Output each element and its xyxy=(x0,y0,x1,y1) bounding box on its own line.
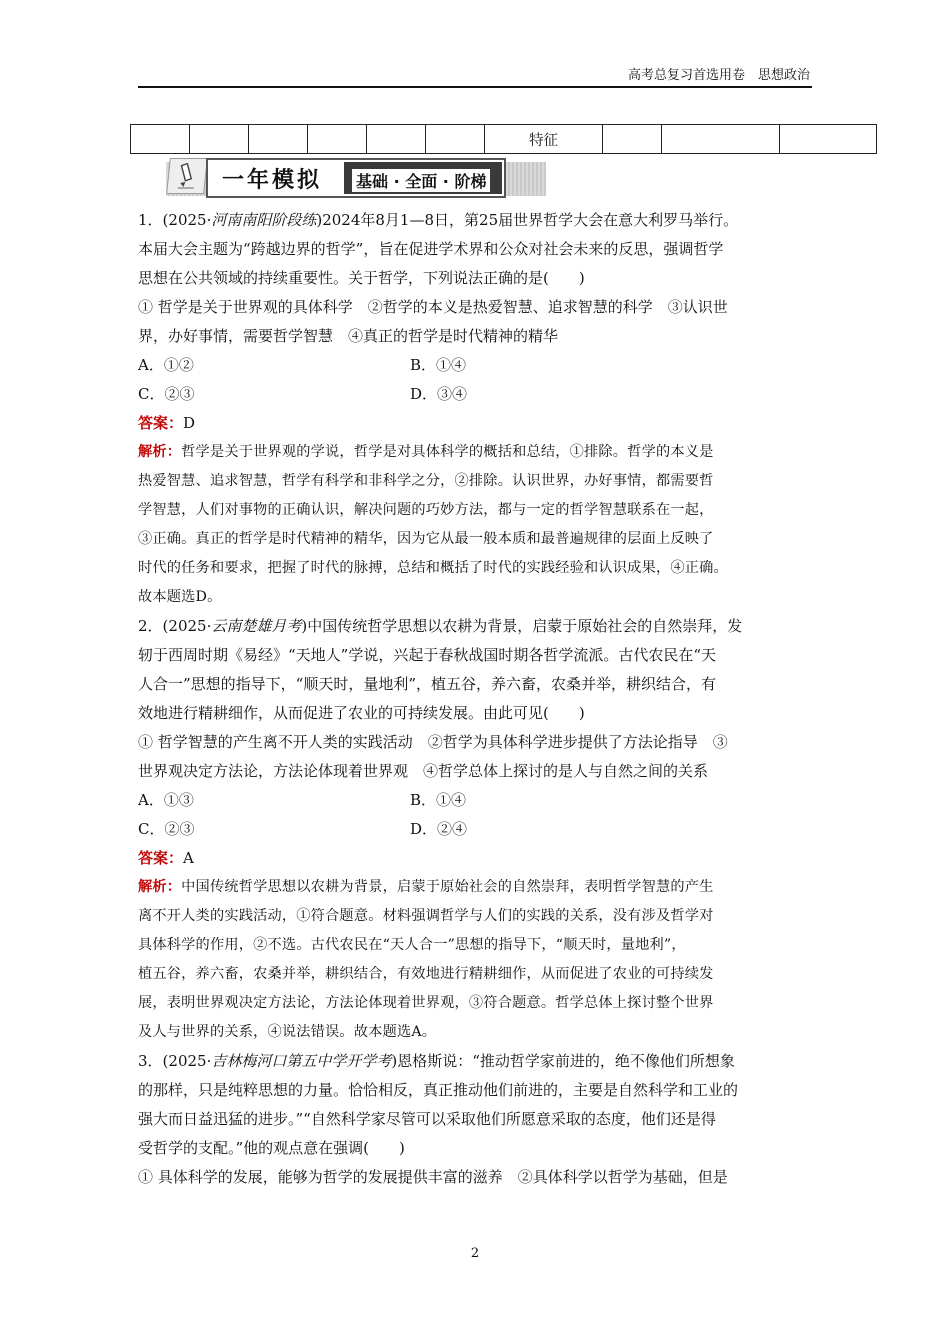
analysis-line: ③正确。真正的哲学是时代精神的精华，因为它从最一般本质和最普遍规律的层面上反映了 xyxy=(138,531,714,547)
source-close: ) xyxy=(316,211,323,229)
option-row xyxy=(138,351,818,380)
analysis-line: 离不开人类的实践活动，①符合题意。材料强调哲学与人们的实践的关系，没有涉及哲学对 xyxy=(138,908,714,924)
question-source: 吉林梅河口第五中学开学考 xyxy=(211,1052,392,1070)
statement-line: ① 哲学智慧的产生离不开人类的实践活动 ②哲学为具体科学进步提供了方法论指导 ③ xyxy=(138,733,728,751)
table-cell xyxy=(131,125,190,154)
table-cell xyxy=(426,125,485,154)
section-banner xyxy=(166,158,546,198)
analysis-text: 哲学是关于世界观的学说，哲学是对具体科学的概括和总结，①排除。哲学的本义是 xyxy=(181,444,714,460)
banner-title: 一年模拟 xyxy=(222,168,323,193)
analysis-line: 故本题选D。 xyxy=(138,589,222,605)
question-source: 河南南阳阶段练 xyxy=(211,211,317,229)
question-stem: 2024年8月1—8日，第25届世界哲学大会在意大利罗马举行。 xyxy=(322,211,739,229)
table-cell xyxy=(308,125,367,154)
option-a: A．①② xyxy=(138,356,194,374)
banner-subtitle: 基础 · 全面 · 阶梯 xyxy=(352,169,490,192)
analysis-line xyxy=(138,438,818,467)
source-open: (2025· xyxy=(162,617,212,635)
question-number: 2． xyxy=(138,617,163,635)
question-2 xyxy=(138,612,818,1047)
statement-line: 界，办好事情，需要哲学智慧 ④真正的哲学是时代精神的精华 xyxy=(138,327,559,345)
option-c: C．②③ xyxy=(138,820,195,838)
answer-line xyxy=(138,409,818,438)
question-number: 1． xyxy=(138,211,163,229)
question-stem-line: 思想在公共领域的持续重要性。关于哲学，下列说法正确的是( ) xyxy=(138,269,585,287)
source-close: ) xyxy=(301,617,308,635)
question-stem-line xyxy=(138,612,818,641)
option-row xyxy=(138,786,818,815)
table-cell xyxy=(603,125,662,154)
analysis-line xyxy=(138,873,818,902)
table-cell xyxy=(249,125,308,154)
source-open: (2025· xyxy=(162,211,212,229)
question-stem-line: 强大而日益迅猛的进步。”“自然科学家尽管可以采取他们所愿意采取的态度，他们还是得 xyxy=(138,1110,716,1128)
analysis-line: 时代的任务和要求，把握了时代的脉搏，总结和概括了时代的实践经验和认识成果，④正确。 xyxy=(138,560,728,576)
source-close: ) xyxy=(391,1052,398,1070)
analysis-line: 具体科学的作用，②不选。古代农民在“天人合一”思想的指导下，“顺天时，量地利”， xyxy=(138,937,686,953)
table-cell-feature: 特征 xyxy=(485,125,603,154)
question-stem-line: 受哲学的支配。”他的观点意在强调( ) xyxy=(138,1139,405,1157)
question-stem: 中国传统哲学思想以农耕为背景，启蒙于原始社会的自然崇拜，发 xyxy=(307,617,743,635)
question-stem-line: 轫于西周时期《易经》“天地人”学说，兴起于春秋战国时期各哲学流派。古代农民在“天 xyxy=(138,646,717,664)
answer-label: 答案： xyxy=(138,849,184,867)
question-stem: 恩格斯说：“推动哲学家前进的，绝不像他们所想象 xyxy=(397,1052,735,1070)
question-1 xyxy=(138,206,818,612)
question-number: 3． xyxy=(138,1052,163,1070)
answer-line xyxy=(138,844,818,873)
top-table xyxy=(130,124,877,154)
page-number: 2 xyxy=(470,1246,480,1261)
statement-line: ① 具体科学的发展，能够为哲学的发展提供丰富的滋养 ②具体科学以哲学为基础，但是 xyxy=(138,1168,728,1186)
question-list xyxy=(138,206,818,1192)
analysis-line: 热爱智慧、追求智慧，哲学有科学和非科学之分，②排除。认识世界，办好事情，都需要哲 xyxy=(138,473,714,489)
answer-value: D xyxy=(183,414,196,432)
option-a: A．①③ xyxy=(138,791,194,809)
page-header xyxy=(138,62,812,88)
question-stem-line xyxy=(138,1047,818,1076)
source-open: (2025· xyxy=(162,1052,212,1070)
header-title: 高考总复习首选用卷 思想政治 xyxy=(627,68,810,83)
option-c: C．②③ xyxy=(138,385,195,403)
pencil-badge xyxy=(166,158,208,194)
table-row xyxy=(131,125,877,154)
question-stem-line: 的那样，只是纯粹思想的力量。恰恰相反，真正推动他们前进的，主要是自然科学和工业的 xyxy=(138,1081,739,1099)
question-3 xyxy=(138,1047,818,1192)
question-stem-line: 本届大会主题为“跨越边界的哲学”，旨在促进学术界和公众对社会未来的反思，强调哲学 xyxy=(138,240,724,258)
table-cell xyxy=(190,125,249,154)
table-cell xyxy=(367,125,426,154)
pencil-icon xyxy=(174,163,201,189)
statement-line: ① 哲学是关于世界观的具体科学 ②哲学的本义是热爱智慧、追求智慧的科学 ③认识世 xyxy=(138,298,728,316)
analysis-line: 及人与世界的关系，④说法错误。故本题选A。 xyxy=(138,1024,437,1040)
question-source: 云南楚雄月考 xyxy=(211,617,302,635)
question-stem-line: 效地进行精耕细作，从而促进了农业的可持续发展。由此可见( ) xyxy=(138,704,585,722)
question-stem-line xyxy=(138,206,818,235)
question-stem-line: 人合一”思想的指导下，“顺天时，量地利”，植五谷，养六畜，农桑并举，耕织结合，有 xyxy=(138,675,717,693)
banner-title-box xyxy=(206,158,506,198)
option-row xyxy=(138,380,818,409)
analysis-line: 展，表明世界观决定方法论，方法论体现着世界观，③符合题意。哲学总体上探讨整个世界 xyxy=(138,995,714,1011)
option-row xyxy=(138,815,818,844)
option-d: D．②④ xyxy=(410,820,468,838)
table-cell xyxy=(780,125,877,154)
statement-line: 世界观决定方法论，方法论体现着世界观 ④哲学总体上探讨的是人与自然之间的关系 xyxy=(138,762,709,780)
answer-value: A xyxy=(183,849,194,867)
option-b: B．①④ xyxy=(410,791,467,809)
analysis-line: 学智慧，人们对事物的正确认识，解决问题的巧妙方法，都与一定的哲学智慧联系在一起， xyxy=(138,502,714,518)
analysis-label: 解析： xyxy=(138,879,182,895)
analysis-label: 解析： xyxy=(138,444,182,460)
analysis-text: 中国传统哲学思想以农耕为背景，启蒙于原始社会的自然崇拜，表明哲学智慧的产生 xyxy=(181,879,714,895)
option-b: B．①④ xyxy=(410,356,467,374)
answer-label: 答案： xyxy=(138,414,184,432)
table-cell xyxy=(662,125,780,154)
analysis-line: 植五谷，养六畜，农桑并举，耕织结合，有效地进行精耕细作，从而促进了农业的可持续发 xyxy=(138,966,714,982)
option-d: D．③④ xyxy=(410,385,468,403)
